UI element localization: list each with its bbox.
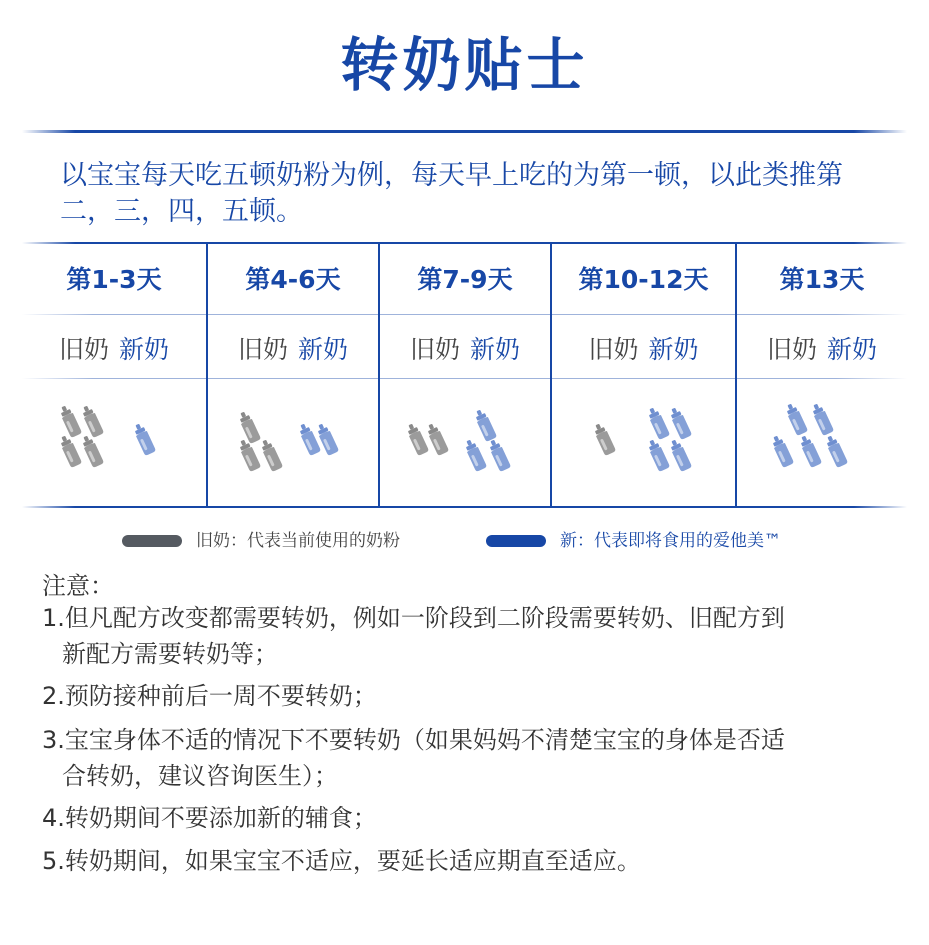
bottle-group [380,394,550,474]
note-line: 2.预防接种前后一周不要转奶； [42,682,377,710]
new-milk-label: 新奶 [827,335,878,364]
new-milk-label: 新奶 [119,335,170,364]
legend-new-text: 新：代表即将食用的爱他美™ [560,531,781,551]
bottle-group [737,394,907,474]
milk-labels [380,330,550,366]
old-milk-label: 旧奶 [766,335,817,364]
old-milk-swatch [122,535,182,547]
note-line: 新配方需要转奶等； [62,640,278,668]
milk-labels [208,330,378,366]
table-column [22,244,208,506]
milk-labels [22,330,206,366]
new-milk-label: 新奶 [470,335,521,364]
note-item [42,843,902,879]
bottle-group [208,394,378,474]
old-milk-label: 旧奶 [588,335,639,364]
note-item [42,600,902,672]
table-bottom-divider [22,506,907,508]
new-milk-swatch [486,535,546,547]
note-item [42,800,902,836]
note-item [42,678,902,714]
bottle-group [552,394,735,474]
day-range: 第1-3天 [66,265,162,294]
day-range: 第7-9天 [417,265,513,294]
milk-labels [552,330,735,366]
table-column [380,244,552,506]
note-item [42,722,902,794]
note-line: 4.转奶期间不要添加新的辅食； [42,804,377,832]
old-milk-label: 旧奶 [409,335,460,364]
note-line: 5.转奶期间，如果宝宝不适应，要延长适应期直至适应。 [42,847,641,875]
day-range: 第4-6天 [245,265,341,294]
note-line: 1.但凡配方改变都需要转奶，例如一阶段到二阶段需要转奶、旧配方到 [42,604,785,632]
old-milk-bottle-icon [588,420,619,458]
day-range: 第13天 [779,265,865,294]
old-milk-label: 旧奶 [58,335,109,364]
table-column [737,244,907,506]
notes-title: 注意： [42,572,114,600]
old-milk-label: 旧奶 [237,335,288,364]
day-range: 第10-12天 [578,265,709,294]
new-milk-label: 新奶 [298,335,349,364]
intro-text: 以宝宝每天吃五顿奶粉为例，每天早上吃的为第一顿，以此类推第二，三，四，五顿。 [60,160,843,227]
table-column [208,244,380,506]
table-column [552,244,737,506]
new-milk-bottle-icon [129,420,160,458]
note-line: 3.宝宝身体不适的情况下不要转奶（如果妈妈不清楚宝宝的身体是否适 [42,726,785,754]
new-milk-bottle-icon [484,436,515,474]
new-milk-bottle-icon [767,432,798,470]
milk-labels [737,330,907,366]
legend-old-text: 旧奶：代表当前使用的奶粉 [196,531,400,551]
transition-table [22,244,907,506]
page-title: 转奶贴士 [340,31,589,99]
title-divider [22,130,907,133]
new-milk-bottle-icon [821,432,852,470]
note-line: 合转奶，建议咨询医生）； [62,762,338,790]
new-milk-label: 新奶 [648,335,699,364]
bottle-group [22,394,206,474]
legend-new [486,526,781,551]
legend-old [122,526,400,551]
